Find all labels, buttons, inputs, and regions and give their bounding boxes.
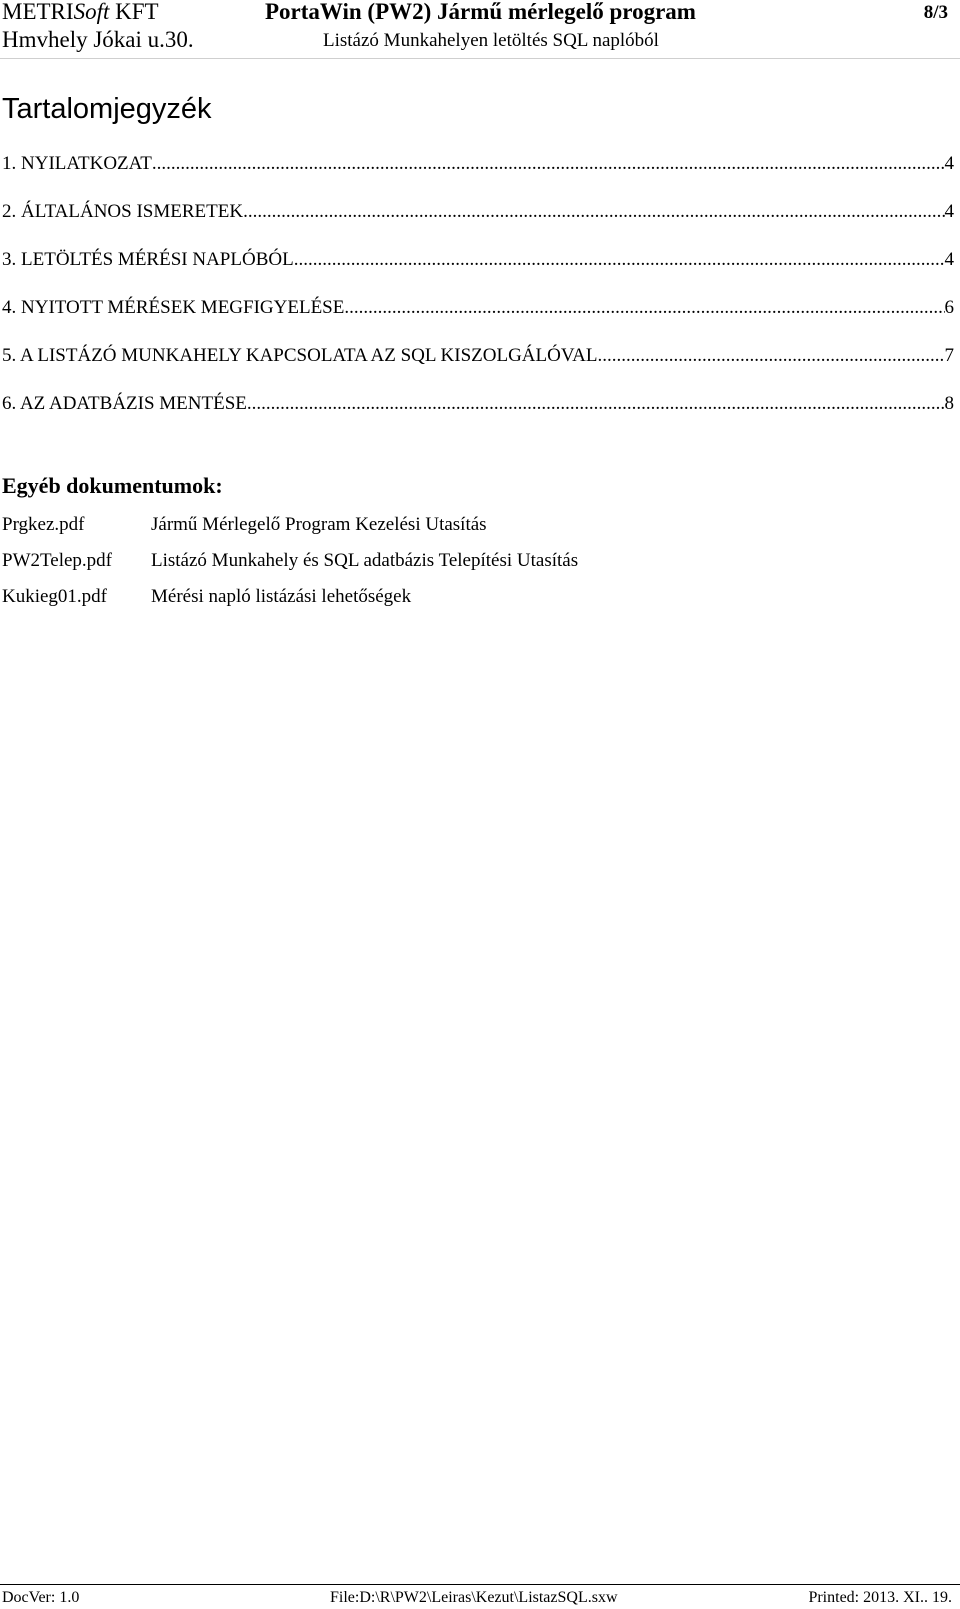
toc-leader-dots [247, 392, 945, 416]
table-of-contents [0, 152, 960, 440]
toc-entry-label: 6. AZ ADATBÁZIS MENTÉSE [2, 393, 247, 414]
toc-entry-label: 1. NYILATKOZAT [2, 153, 152, 174]
toc-entry[interactable] [0, 200, 954, 248]
toc-entry[interactable] [0, 248, 954, 296]
toc-entry[interactable] [0, 296, 954, 344]
document-description: Listázó Munkahely és SQL adatbázis Telepítési Utasítás [151, 550, 579, 571]
toc-entry-label: 3. LETÖLTÉS MÉRÉSI NAPLÓBÓL [2, 249, 294, 270]
printed-date: Printed: 2013. XI.. 19. [808, 1589, 952, 1606]
list-item [0, 549, 900, 585]
list-item [0, 585, 900, 621]
other-documents-heading: Egyéb dokumentumok: [2, 473, 223, 498]
toc-entry-page: 8 [944, 393, 954, 414]
document-filename: PW2Telep.pdf [2, 550, 113, 571]
toc-entry-label: 5. A LISTÁZÓ MUNKAHELY KAPCSOLATA AZ SQL KISZOLGÁLÓVAL [2, 345, 598, 366]
document-title: PortaWin (PW2) Jármű mérlegelő program [265, 0, 696, 24]
list-item [0, 513, 900, 549]
company-name-prefix: METRI [2, 0, 74, 24]
toc-leader-dots [294, 248, 945, 272]
toc-entry-label: 2. ÁLTALÁNOS ISMERETEK [2, 201, 244, 222]
toc-entry-page: 7 [944, 345, 954, 366]
toc-entry[interactable] [0, 392, 954, 440]
document-filename: Prgkez.pdf [2, 514, 85, 535]
page-number: 8/3 [923, 2, 948, 23]
page-header [0, 0, 960, 59]
toc-entry-page: 4 [944, 249, 954, 270]
toc-heading: Tartalomjegyzék [2, 93, 212, 125]
company-address: Hmvhely Jókai u.30. [2, 27, 194, 52]
toc-leader-dots [152, 152, 945, 176]
document-filename: Kukieg01.pdf [2, 586, 108, 607]
file-path: File:D:\R\PW2\Leiras\Kezut\ListazSQL.sxw [330, 1589, 618, 1606]
page-footer [0, 1584, 960, 1609]
document-description: Jármű Mérlegelő Program Kezelési Utasítás [151, 514, 487, 535]
company-name-suffix: KFT [109, 0, 159, 24]
toc-entry-page: 4 [944, 201, 954, 222]
toc-leader-dots [344, 296, 944, 320]
toc-entry-label: 4. NYITOTT MÉRÉSEK MEGFIGYELÉSE [2, 297, 345, 318]
document-description: Mérési napló listázási lehetőségek [151, 586, 412, 607]
company-name-italic: Soft [73, 0, 110, 24]
other-documents-list [0, 513, 900, 621]
toc-entry[interactable] [0, 152, 954, 200]
toc-entry-page: 6 [944, 297, 954, 318]
document-subtitle: Listázó Munkahelyen letöltés SQL naplóból [323, 30, 659, 51]
company-name [2, 0, 159, 25]
toc-leader-dots [597, 344, 944, 368]
document-version: DocVer: 1.0 [2, 1589, 80, 1606]
toc-entry[interactable] [0, 344, 954, 392]
toc-leader-dots [243, 200, 944, 224]
toc-entry-page: 4 [944, 153, 954, 174]
